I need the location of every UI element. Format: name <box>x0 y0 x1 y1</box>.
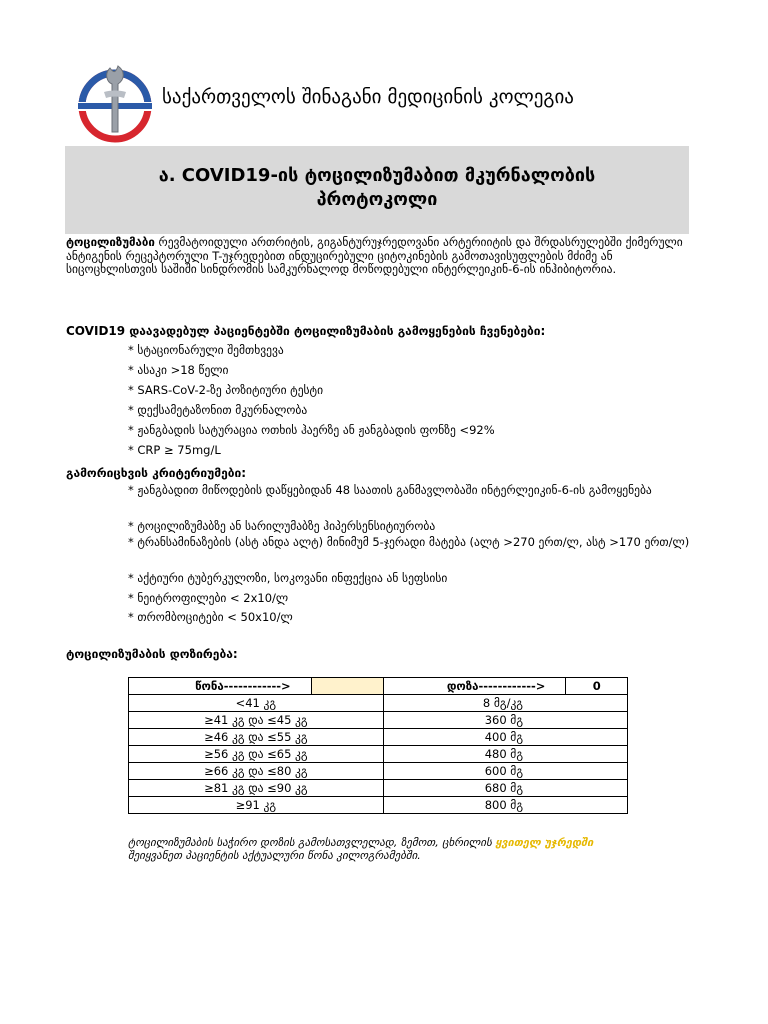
weight-cell: ≥46 კგ და ≤55 კგ <box>129 729 384 746</box>
dosing-table <box>128 677 628 814</box>
college-logo-icon <box>74 62 156 144</box>
exclusion-item: * ნეიტროფილები < 2x10/ლ <box>128 591 289 605</box>
dose-label: დოზა------------> <box>383 678 566 695</box>
dosing-note <box>128 836 618 862</box>
org-name: საქართველოს შინაგანი მედიცინის კოლეგია <box>162 86 574 108</box>
intro-paragraph <box>66 236 686 277</box>
table-row <box>129 797 628 814</box>
weight-cell: ≥91 კგ <box>129 797 384 814</box>
intro-text: რევმატოიდული ართრიტის, გიგანტურუჯრედოვანი არტერიიტის და შრდასრულებში ქიმერული ანტიგენის რეცეპტორული T-უჯრედებით ინდუცირებული ციტოკინების გამოთავისუფლების მძიმე ან სიცოცხლისთვის საშიში სინდრომის სამკურნალოდ მოწოდებული ინტერლეიკინ-6-ის ინჰიბიტორია. <box>66 235 683 276</box>
dose-cell: 8 მგ/კგ <box>383 695 627 712</box>
weight-cell: ≥41 კგ და ≤45 კგ <box>129 712 384 729</box>
table-row <box>129 746 628 763</box>
dose-cell: 600 მგ <box>383 763 627 780</box>
dose-cell: 400 მგ <box>383 729 627 746</box>
indication-item: * SARS-CoV-2-ზე პოზიტიური ტესტი <box>128 383 324 397</box>
exclusion-item: * თრომბოციტები < 50x10/ლ <box>128 610 293 624</box>
table-row <box>129 695 628 712</box>
indication-item: * CRP ≥ 75mg/L <box>128 443 221 457</box>
weight-cell: ≥56 კგ და ≤65 კგ <box>129 746 384 763</box>
table-row <box>129 712 628 729</box>
indication-item: * ჟანგბადის სატურაცია ოთხის ჰაერზე ან ჟანგბადის ფონზე <92% <box>128 423 495 437</box>
dosing-heading: ტოცილიზუმაბის დოზირება: <box>66 647 238 661</box>
dose-value: 0 <box>566 678 628 695</box>
indications-heading: COVID19 დაავადებულ პაციენტებში ტოცილიზუმაბის გამოყენების ჩვენებები: <box>66 324 546 338</box>
dose-cell: 680 მგ <box>383 780 627 797</box>
dose-cell: 480 მგ <box>383 746 627 763</box>
weight-cell: ≥66 კგ და ≤80 კგ <box>129 763 384 780</box>
page-title: ა. COVID19-ის ტოცილიზუმაბით მკურნალობის პროტოკოლი <box>158 165 596 210</box>
indication-item: * დექსამეტაზონით მკურნალობა <box>128 403 308 417</box>
dose-cell: 360 მგ <box>383 712 627 729</box>
exclusion-item: * აქტიური ტუბერკულოზი, სოკოვანი ინფექცია ან სეფსისი <box>128 571 448 585</box>
weight-label: წონა------------> <box>129 678 312 695</box>
exclusions-heading: გამორიცხვის კრიტერიუმები: <box>66 466 247 480</box>
note-text: ტოცილიზუმაბის საჭირო დოზის გამოსათვლელად, ზემოთ, ცხრილის <box>128 836 496 849</box>
table-row <box>129 780 628 797</box>
exclusion-item: * ჟანგბადით მიწოდების დაწყებიდან 48 საათის განმავლობაში ინტერლეიკინ-6-ის გამოყენება <box>128 483 652 497</box>
intro-term: ტოცილიზუმაბი <box>66 235 155 249</box>
table-row <box>129 729 628 746</box>
note-highlight: ყვითელ უჯრედში <box>495 836 594 849</box>
table-row <box>129 763 628 780</box>
indication-item: * ასაკი >18 წელი <box>128 363 229 377</box>
dose-cell: 800 მგ <box>383 797 627 814</box>
note-text-end: შეიყვანეთ პაციენტის აქტუალური წონა კილოგრამებში. <box>128 849 421 862</box>
exclusion-item: * ტრანსამინაზების (ასტ ანდა ალტ) მინიმუმ 5-ჯერადი მატება (ალტ >270 ერთ/ლ, ასტ >170 ერთ/ლ) <box>128 535 690 549</box>
title-banner <box>65 146 689 234</box>
weight-cell: <41 კგ <box>129 695 384 712</box>
exclusion-item: * ტოცილიზუმაბზე ან სარილუმაბზე ჰიპერსენსიტიურობა <box>128 519 436 533</box>
weight-cell: ≥81 კგ და ≤90 კგ <box>129 780 384 797</box>
weight-input-cell[interactable] <box>311 678 383 695</box>
indication-item: * სტაციონარული შემთხვევა <box>128 343 284 357</box>
table-header-row <box>129 678 628 695</box>
